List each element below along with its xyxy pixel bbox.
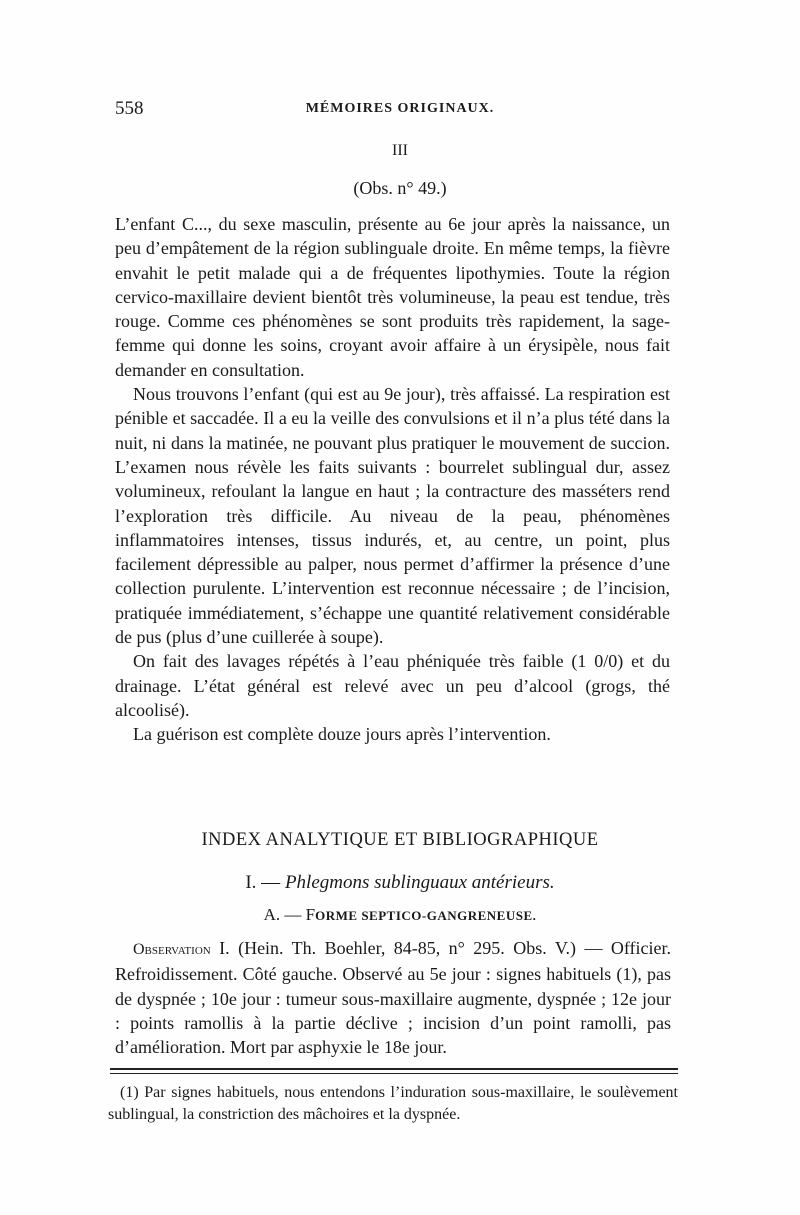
index-title: INDEX ANALYTIQUE ET BIBLIOGRAPHIQUE bbox=[201, 830, 599, 850]
section-number: III bbox=[392, 142, 408, 159]
footnote-rule bbox=[110, 1068, 678, 1070]
observation-text: I. (Hein. Th. Boehler, 84-85, n° 295. Obs. V.) — Officier. Refroidissement. Côté gauche. Observé au 5e jour : signes habituels (1), pas de dyspnée ; 10e jour : tumeur sous-maxillaire augmente, dyspnée ; 12e jour : points ramollis à la partie déclive ; incision d’un point ramolli, pas d’amélioration. Mort par asphyxie le 18e jour. bbox=[115, 938, 672, 1058]
footnote-rule-thin bbox=[110, 1073, 678, 1074]
index-subheading-number: I. — bbox=[245, 872, 281, 893]
paragraph: L’enfant C..., du sexe masculin, présente au 6e jour après la naissance, un peu d’empâtement de la région sublinguale droite. En même temps, la fièvre envahit le petit malade qui a de fréquentes lipothymies. Toute la région cervico-maxillaire devient bientôt très volumineuse, la peau est tendue, très rouge. Comme ces phénomènes se sont produits très rapidement, la sage-femme qui donne les soins, croyant avoir affaire à un érysipèle, nous fait demander en consultation. bbox=[115, 214, 670, 380]
paragraph: La guérison est complète douze jours après l’intervention. bbox=[133, 724, 551, 745]
paragraph: Nous trouvons l’enfant (qui est au 9e jour), très affaissé. La respiration est pénible et saccadée. Il a eu la veille des convulsions et il n’a plus tété dans la nuit, ni dans la matinée, ne pouvant plus pratiquer le mouvement de succion. L’examen nous révèle les faits suivants : bourrelet sublingual dur, assez volumineux, refoulant la langue en haut ; la contracture des masséters rend l’exploration très difficile. Au niveau de la peau, phénomènes inflammatoires intenses, tissus indurés, et, au centre, un point, plus facilement dépressible au palper, nous permet d’affirmer la présence d’une collection purulente. L’intervention est reconnue nécessaire ; de l’incision, pratiquée immédiatement, s’échappe une quantité relativement considérable de pus (plus d’une cuillerée à soupe). bbox=[115, 384, 670, 648]
running-head: MÉMOIRES ORIGINAUX. bbox=[305, 101, 495, 116]
page-number: 558 bbox=[115, 98, 144, 119]
observation-lead: Observation bbox=[133, 941, 211, 958]
index-subsubheading-title: ORME SEPTICO-GANGRENEUSE. bbox=[315, 908, 537, 923]
paragraph: On fait des lavages répétés à l’eau phéniquée très faible (1 0/0) et du drainage. L’état général est relevé avec un peu d’alcool (grogs, thé alcoolisé). bbox=[115, 651, 670, 720]
index-subheading bbox=[115, 872, 685, 894]
footnote bbox=[108, 1082, 678, 1126]
index-subheading-title: Phlegmons sublinguaux antérieurs. bbox=[284, 872, 555, 893]
index-subsubheading-number: A. — bbox=[263, 905, 302, 924]
case-report-body bbox=[115, 212, 670, 747]
footnote-text: (1) Par signes habituels, nous entendons l’induration sous-maxillaire, le soulèvement sublingual, la constriction des mâchoires et la dyspnée. bbox=[108, 1084, 678, 1123]
page-header bbox=[115, 98, 685, 122]
index-subsubheading bbox=[115, 905, 685, 925]
observation-entry bbox=[115, 936, 671, 1059]
observation-reference: (Obs. n° 49.) bbox=[353, 178, 447, 198]
index-subsubheading-initial: F bbox=[305, 905, 316, 924]
